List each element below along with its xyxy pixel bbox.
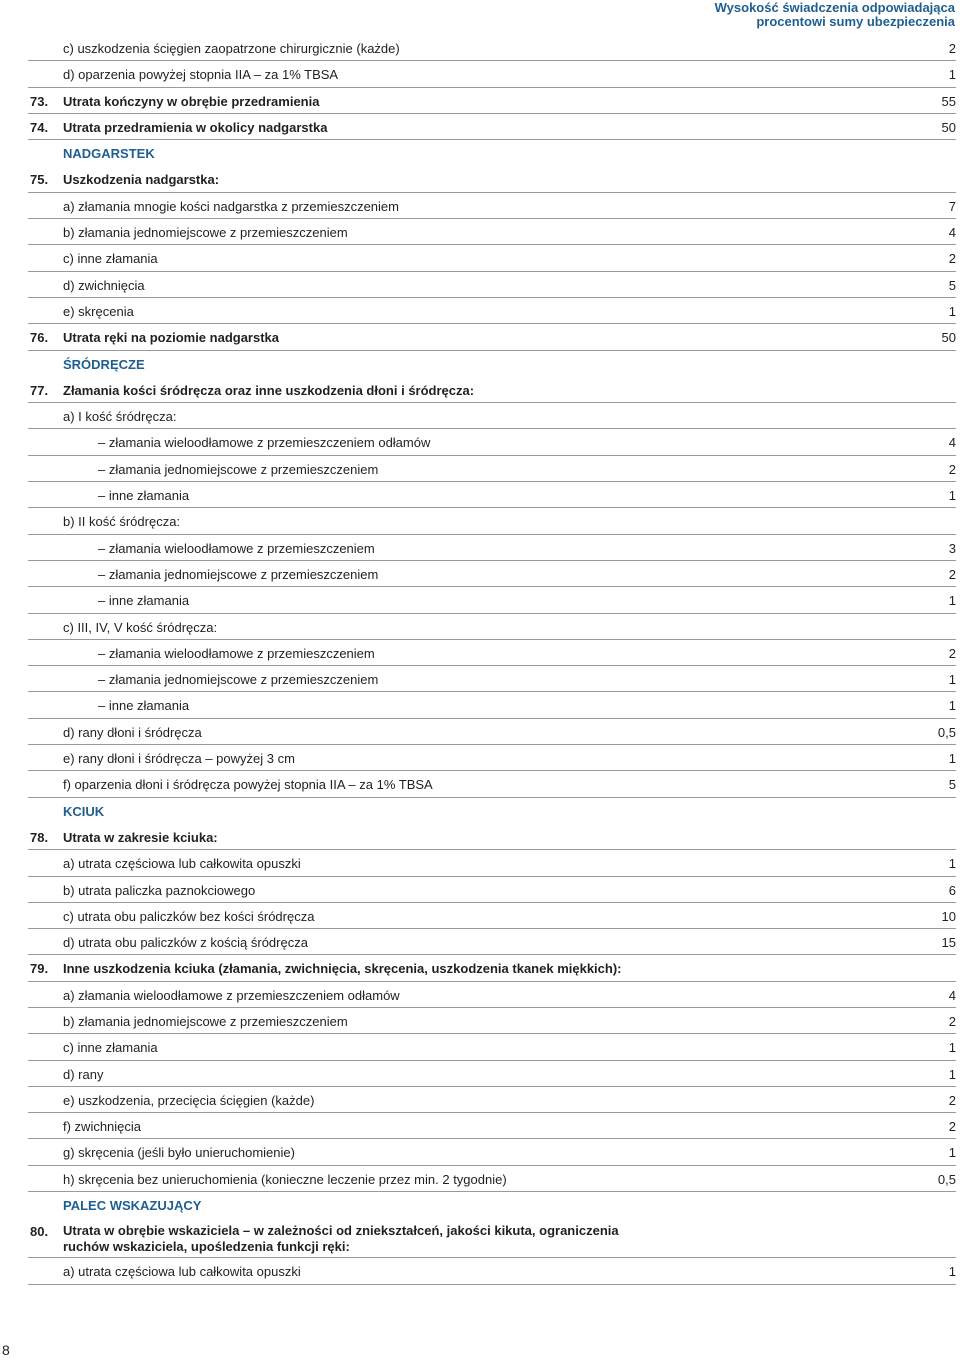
table-row (28, 850, 956, 876)
table-row (28, 640, 956, 666)
table-row (28, 561, 956, 587)
column-header-line1: Wysokość świadczenia odpowiadająca (714, 0, 955, 15)
item-text: KCIUK (63, 803, 105, 819)
percentage-value: 4 (948, 225, 956, 241)
table-row (28, 88, 956, 114)
table-row (28, 1218, 956, 1258)
table-row (28, 1113, 956, 1139)
item-text: d) rany (63, 1066, 104, 1082)
item-text: a) I kość śródręcza: (63, 409, 177, 425)
item-text: b) złamania jednomiejscowe z przemieszczeniem (63, 1013, 348, 1029)
table-row (28, 298, 956, 324)
percentage-value: 1 (948, 67, 956, 83)
table-row (28, 955, 956, 981)
item-text: c) III, IV, V kość śródręcza: (63, 619, 218, 635)
item-number: 79. (30, 961, 49, 977)
item-text: – złamania jednomiejscowe z przemieszczeniem (98, 672, 379, 688)
item-number: 74. (30, 119, 49, 135)
item-text: Utrata kończyny w obrębie przedramienia (63, 93, 320, 109)
item-text: b) utrata paliczka paznokciowego (63, 882, 256, 898)
table-row (28, 692, 956, 718)
percentage-value: 1 (948, 303, 956, 319)
table-row (28, 377, 956, 403)
item-text: NADGARSTEK (63, 146, 155, 162)
table-row (28, 219, 956, 245)
section-heading (28, 351, 956, 377)
item-number: 78. (30, 829, 49, 845)
percentage-value: 0,5 (937, 724, 956, 740)
table-row (28, 745, 956, 771)
percentage-value: 2 (948, 1092, 956, 1108)
item-text: d) utrata obu paliczków z kością śródręcza (63, 935, 308, 951)
table-row (28, 982, 956, 1008)
page-number: 8 (2, 1342, 10, 1358)
item-text: g) skręcenia (jeśli było unieruchomienie) (63, 1145, 295, 1161)
section-heading (28, 798, 956, 824)
item-text: Utrata ręki na poziomie nadgarstka (63, 330, 280, 346)
item-number: 80. (30, 1224, 49, 1240)
item-text: a) utrata częściowa lub całkowita opuszki (63, 856, 301, 872)
section-heading (28, 140, 956, 166)
item-text: – inne złamania (98, 488, 190, 504)
percentage-value: 7 (948, 198, 956, 214)
item-text: d) rany dłoni i śródręcza (63, 724, 202, 740)
item-text: – inne złamania (98, 593, 190, 609)
table-row (28, 903, 956, 929)
item-text: Złamania kości śródręcza oraz inne uszkodzenia dłoni i śródręcza: (63, 382, 475, 398)
table-row (28, 1034, 956, 1060)
item-number: 76. (30, 330, 49, 346)
percentage-value: 1 (948, 1040, 956, 1056)
percentage-value: 55 (941, 93, 956, 109)
percentage-value: 50 (941, 330, 956, 346)
item-text: c) utrata obu paliczków bez kości śródręcza (63, 908, 315, 924)
item-number: 77. (30, 382, 49, 398)
percentage-value: 1 (948, 1264, 956, 1280)
percentage-value: 2 (948, 461, 956, 477)
table-row (28, 1139, 956, 1165)
table-row (28, 324, 956, 350)
table-row (28, 877, 956, 903)
item-text: a) złamania wieloodłamowe z przemieszczeniem odłamów (63, 987, 400, 1003)
item-text: c) inne złamania (63, 1040, 158, 1056)
table-row (28, 1166, 956, 1192)
percentage-value: 1 (948, 698, 956, 714)
table-row (28, 1258, 956, 1284)
item-text: b) II kość śródręcza: (63, 514, 181, 530)
percentage-value: 1 (948, 488, 956, 504)
item-text: – złamania wieloodłamowe z przemieszczeniem (98, 540, 375, 556)
table-row (28, 1087, 956, 1113)
item-text: f) oparzenia dłoni i śródręcza powyżej stopnia IIA – za 1% TBSA (63, 777, 433, 793)
item-text: b) złamania jednomiejscowe z przemieszczeniem (63, 225, 348, 241)
table-row (28, 114, 956, 140)
percentage-value: 4 (948, 435, 956, 451)
item-text: Utrata w obrębie wskaziciela – w zależności od zniekształceń, jakości kikuta, ograniczenia ruchów wskaziciela, upośledzenia funkcji ręki: (63, 1223, 619, 1255)
table-row (28, 482, 956, 508)
item-text: d) zwichnięcia (63, 277, 145, 293)
item-text: c) inne złamania (63, 251, 158, 267)
percentage-value: 15 (941, 935, 956, 951)
table-row (28, 508, 956, 534)
percentage-value: 2 (948, 1013, 956, 1029)
percentage-value: 4 (948, 987, 956, 1003)
item-text: d) oparzenia powyżej stopnia IIA – za 1% TBSA (63, 67, 339, 83)
percentage-value: 1 (948, 856, 956, 872)
item-text: a) utrata częściowa lub całkowita opuszki (63, 1264, 301, 1280)
item-text: Uszkodzenia nadgarstka: (63, 172, 220, 188)
percentage-value: 1 (948, 593, 956, 609)
item-text: PALEC WSKAZUJĄCY (63, 1198, 202, 1214)
table-row (28, 245, 956, 271)
percentage-value: 3 (948, 540, 956, 556)
item-text: – złamania jednomiejscowe z przemieszczeniem (98, 566, 379, 582)
table-row (28, 403, 956, 429)
table-row (28, 429, 956, 455)
percentage-value: 5 (948, 277, 956, 293)
table-row (28, 824, 956, 850)
table-row (28, 1008, 956, 1034)
item-text: c) uszkodzenia ścięgien zaopatrzone chirurgicznie (każde) (63, 41, 400, 56)
table-row (28, 666, 956, 692)
item-text: f) zwichnięcia (63, 1119, 142, 1135)
item-text: – złamania jednomiejscowe z przemieszczeniem (98, 461, 379, 477)
percentage-value: 2 (948, 645, 956, 661)
percentage-value: 1 (948, 672, 956, 688)
percentage-value: 0,5 (937, 1171, 956, 1187)
item-text: e) uszkodzenia, przecięcia ścięgien (każde) (63, 1092, 315, 1108)
item-text: a) złamania mnogie kości nadgarstka z przemieszczeniem (63, 198, 399, 214)
percentage-value: 2 (948, 1119, 956, 1135)
table-row (28, 1061, 956, 1087)
table-row (28, 719, 956, 745)
item-text: – złamania wieloodłamowe z przemieszczeniem (98, 645, 375, 661)
percentage-value: 1 (948, 1066, 956, 1082)
column-header-line2: procentowi sumy ubezpieczenia (756, 14, 955, 29)
table-row (28, 272, 956, 298)
percentage-value: 6 (948, 882, 956, 898)
percentage-value: 2 (948, 251, 956, 267)
table-row (28, 771, 956, 797)
column-header (715, 1, 955, 29)
percentage-value: 50 (941, 119, 956, 135)
item-number: 73. (30, 93, 49, 109)
benefit-table (28, 35, 956, 1285)
item-text: Utrata w zakresie kciuka: (63, 829, 218, 845)
table-row (28, 61, 956, 87)
percentage-value: 1 (948, 751, 956, 767)
table-row (28, 929, 956, 955)
item-text: Utrata przedramienia w okolicy nadgarstka (63, 119, 328, 135)
item-text: Inne uszkodzenia kciuka (złamania, zwichnięcia, skręcenia, uszkodzenia tkanek miękkich): (63, 961, 622, 977)
item-number: 75. (30, 172, 49, 188)
percentage-value: 2 (948, 566, 956, 582)
item-text: – inne złamania (98, 698, 190, 714)
item-text: – złamania wieloodłamowe z przemieszczeniem odłamów (98, 435, 431, 451)
table-row (28, 614, 956, 640)
table-row (28, 456, 956, 482)
percentage-value: 10 (941, 908, 956, 924)
table-row (28, 35, 956, 61)
item-text: ŚRÓDRĘCZE (63, 356, 145, 372)
percentage-value: 1 (948, 1145, 956, 1161)
section-heading (28, 1192, 956, 1218)
item-text: h) skręcenia bez unieruchomienia (konieczne leczenie przez min. 2 tygodnie) (63, 1171, 507, 1187)
table-row (28, 587, 956, 613)
table-row (28, 535, 956, 561)
table-row (28, 193, 956, 219)
percentage-value: 5 (948, 777, 956, 793)
table-row (28, 166, 956, 192)
item-text: e) skręcenia (63, 303, 134, 319)
item-text: e) rany dłoni i śródręcza – powyżej 3 cm (63, 751, 295, 767)
percentage-value: 2 (948, 41, 956, 56)
